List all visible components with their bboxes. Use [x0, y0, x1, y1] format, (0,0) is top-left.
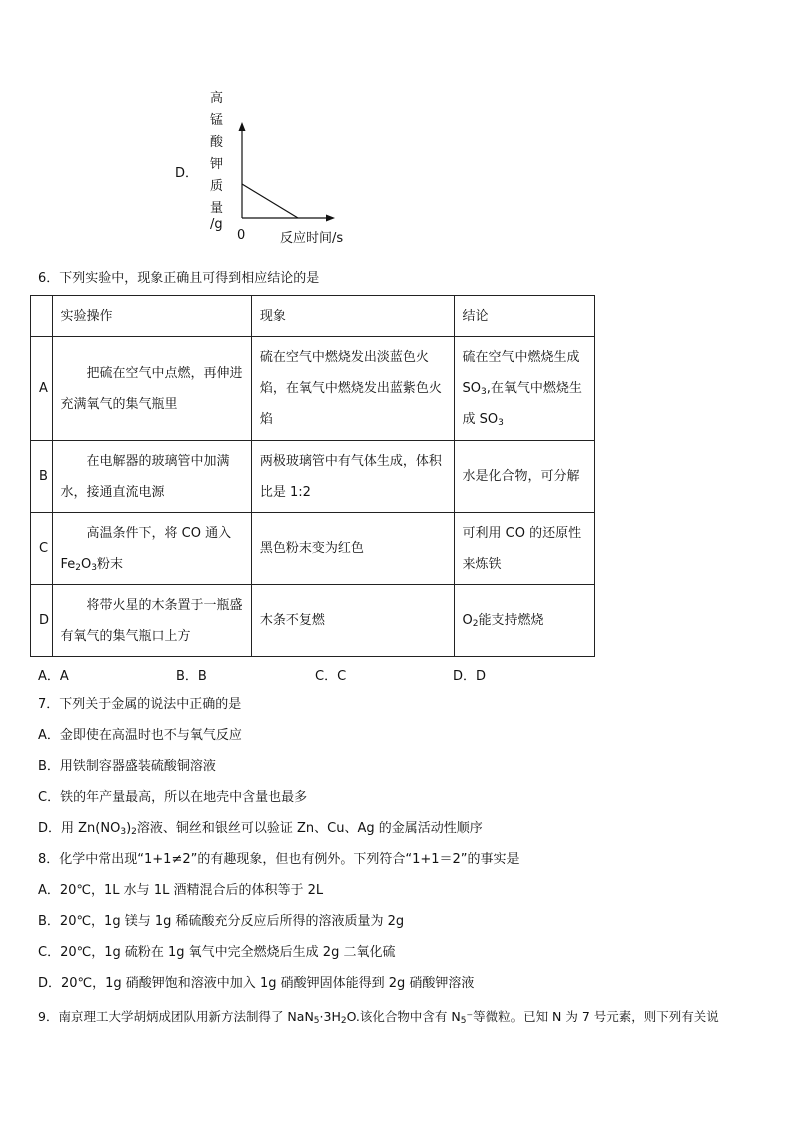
operation-cell: 在电解器的玻璃管中加满水，接通直流电源 — [52, 441, 251, 513]
table-row — [31, 585, 595, 657]
q5-option-d-graph — [170, 88, 390, 248]
q7-option-b[interactable]: B．用铁制容器盛装硫酸铜溶液 — [38, 759, 216, 774]
table-row — [31, 337, 595, 441]
q6-option-d[interactable]: D．D — [453, 669, 487, 684]
q9-stem: 9．南京理工大学胡炳成团队用新方法制得了 $NaN_5\cdot 3H_2O$.该化合物中含有 $N_5^-$等微粒。已知 N 为 7 号元素，则下列有关说 — [38, 1009, 719, 1026]
q6-option-a[interactable]: A．A — [38, 669, 69, 684]
header-cell: 结论 — [454, 296, 594, 337]
table-header-row — [31, 296, 595, 337]
row-label: A — [31, 337, 53, 441]
q8-stem: 8．化学中常出现“1+1≠2”的有趣现象，但也有例外。下列符合“1+1＝2”的事实是 — [38, 852, 520, 867]
q6-stem: 6．下列实验中，现象正确且可得到相应结论的是 — [38, 271, 320, 286]
row-label: C — [31, 513, 53, 585]
q8-option-a[interactable]: A．20℃，1L 水与 1L 酒精混合后的体积等于 2L — [38, 883, 324, 898]
mass-curve — [242, 184, 298, 218]
option-d-label: D． — [175, 166, 199, 181]
phenomenon-cell: 两极玻璃管中有气体生成，体积比是 1:2 — [251, 441, 454, 513]
q7-option-a[interactable]: A．金即使在高温时也不与氧气反应 — [38, 728, 242, 743]
conclusion-cell: 水是化合物，可分解 — [454, 441, 594, 513]
y-axis-char: 锰 — [210, 113, 224, 128]
q6-option-b[interactable]: B．B — [176, 669, 207, 684]
q8-option-d[interactable]: D．20℃，1g 硝酸钾饱和溶液中加入 1g 硝酸钾固体能得到 2g 硝酸钾溶液 — [38, 976, 475, 991]
experiment-table — [30, 295, 595, 657]
graph-axes — [170, 88, 390, 248]
operation-cell: 高温条件下，将 CO 通入 $Fe_2O_3$粉末 — [52, 513, 251, 585]
row-label: D — [31, 585, 53, 657]
conclusion-cell: 硫在空气中燃烧生成 $SO_3$,在氧气中燃烧生成 $SO_3$ — [454, 337, 594, 441]
table-row — [31, 441, 595, 513]
operation-cell: 将带火星的木条置于一瓶盛有氧气的集气瓶口上方 — [52, 585, 251, 657]
y-axis-arrow — [239, 122, 246, 131]
conclusion-cell: 可利用 CO 的还原性来炼铁 — [454, 513, 594, 585]
operation-cell: 把硫在空气中点燃，再伸进充满氧气的集气瓶里 — [52, 337, 251, 441]
q7-option-c[interactable]: C．铁的年产量最高，所以在地壳中含量也最多 — [38, 790, 308, 805]
y-axis-char: 酸 — [210, 135, 224, 150]
y-axis-char: 质 — [210, 179, 224, 194]
origin-label: 0 — [237, 228, 246, 243]
phenomenon-cell: 硫在空气中燃烧发出淡蓝色火焰，在氧气中燃烧发出蓝紫色火焰 — [251, 337, 454, 441]
row-label: B — [31, 441, 53, 513]
q7-option-d[interactable]: D．用 $Zn(NO_3)_2$溶液、铜丝和银丝可以验证 Zn、Cu、Ag 的金属活动性顺序 — [38, 821, 483, 837]
phenomenon-cell: 木条不复燃 — [251, 585, 454, 657]
conclusion-cell: $O_2$能支持燃烧 — [454, 585, 594, 657]
q8-option-c[interactable]: C．20℃，1g 硫粉在 1g 氧气中完全燃烧后生成 2g 二氧化硫 — [38, 945, 396, 960]
header-cell: 现象 — [251, 296, 454, 337]
q7-stem: 7．下列关于金属的说法中正确的是 — [38, 697, 242, 712]
table-row — [31, 513, 595, 585]
phenomenon-cell: 黑色粉末变为红色 — [251, 513, 454, 585]
y-axis-char: 高 — [210, 91, 224, 106]
q6-option-c[interactable]: C．C — [315, 669, 347, 684]
q8-option-b[interactable]: B．20℃，1g 镁与 1g 稀硫酸充分反应后所得的溶液质量为 2g — [38, 914, 405, 929]
header-cell — [31, 296, 53, 337]
y-axis-char: /g — [210, 217, 223, 232]
y-axis-char: 钾 — [210, 157, 224, 172]
y-axis-char: 量 — [210, 201, 224, 216]
x-axis-arrow — [326, 215, 335, 222]
header-cell: 实验操作 — [52, 296, 251, 337]
x-axis-label: 反应时间/s — [280, 231, 344, 246]
